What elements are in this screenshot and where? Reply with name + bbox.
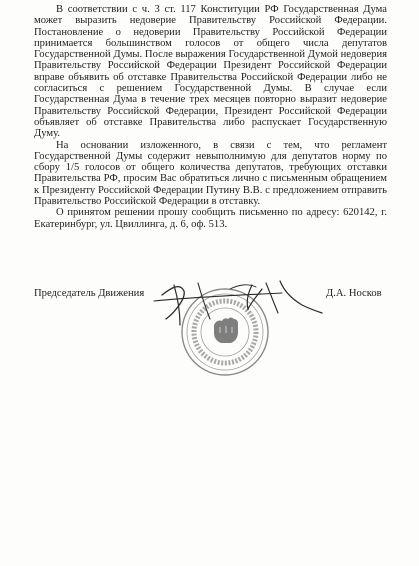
paragraph-reply-address: О принятом решении прошу сообщить письменно по адресу: 620142, г. Екатеринбург, ул. Цвиллинга, д. 6, оф. 513. [34, 207, 387, 230]
signatory-title: Председатель Движения [34, 288, 145, 299]
fist-emblem-icon [214, 318, 238, 344]
organization-seal [182, 289, 268, 375]
paragraph-request: На основании изложенного, в связи с тем, что регламент Государственной Думы содержит невыполнимую для депутатов норму по сбору 1/5 голосов от общего количества депутатов, требующих отставки Правительства РФ, просим Вас обратиться лично с письменным обращением к Президенту Российской Федерации Путину В.В. с предложением отправить Правительство Российской Федерации в отставку. [34, 139, 387, 208]
paragraph-constitution: В соответствии с ч. 3 ст. 117 Конституции РФ Государственная Дума может выразить недоверие Правительству Российской Федерации. Постановление о недоверии Правительству Российской Федерации принимается большинством голосов от общего числа депутатов Государственной Думы. После выражения Государственной Думой недоверия Правительству Российской Федерации Президент Российской Федерации вправе объявить об отставке Правительства Российской Федерации либо не согласиться с решением Государственной Думы. В случае если Государственная Дума в течение трех месяцев повторно выразит недоверие Правительству Российской Федерации, Президент Российской Федерации объявляет об отставке Правительства либо распускает Государственную Думу. [34, 4, 387, 140]
letter-body [34, 4, 387, 230]
signature-block [34, 279, 394, 399]
signatory-name: Д.А. Носков [326, 288, 382, 299]
